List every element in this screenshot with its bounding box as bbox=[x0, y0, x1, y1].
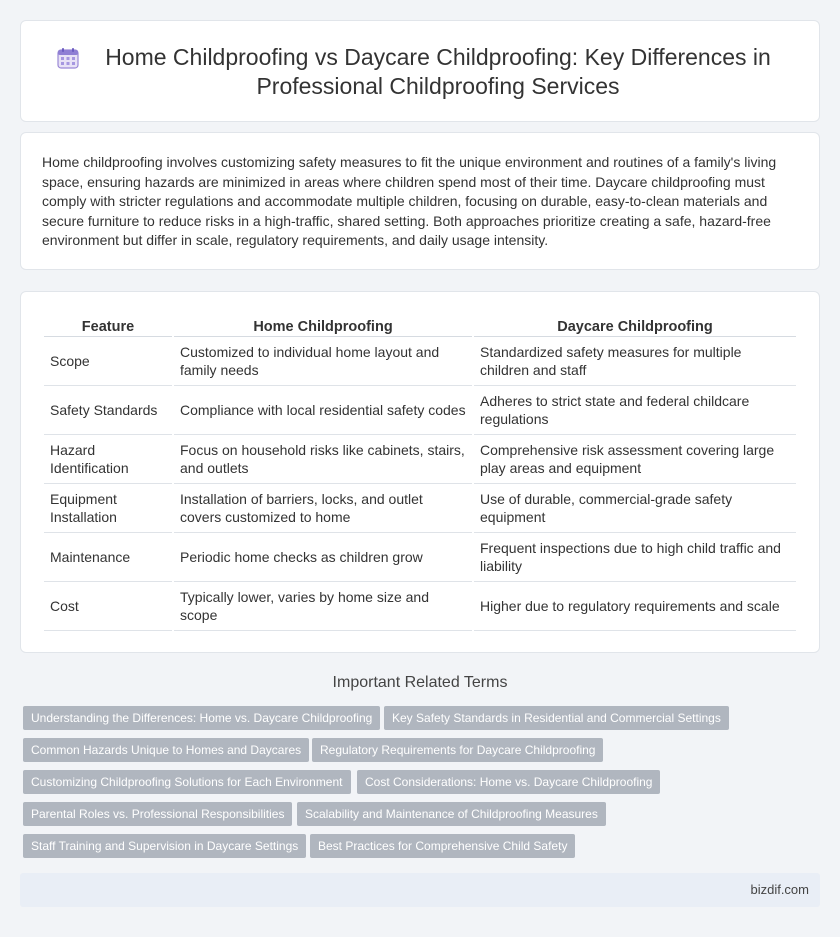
related-term-link[interactable]: Key Safety Standards in Residential and Commercial Settings bbox=[384, 706, 729, 730]
feature-cell: Cost bbox=[44, 582, 172, 631]
related-term-link[interactable]: Customizing Childproofing Solutions for Each Environment bbox=[23, 770, 351, 794]
home-cell: Customized to individual home layout and family needs bbox=[174, 337, 472, 386]
daycare-cell: Use of durable, commercial-grade safety equipment bbox=[474, 484, 796, 533]
column-header-feature: Feature bbox=[44, 315, 172, 337]
related-term-link[interactable]: Cost Considerations: Home vs. Daycare Childproofing bbox=[357, 770, 660, 794]
related-term-link[interactable]: Scalability and Maintenance of Childproofing Measures bbox=[297, 802, 606, 826]
daycare-cell: Adheres to strict state and federal childcare regulations bbox=[474, 386, 796, 435]
related-term-link[interactable]: Parental Roles vs. Professional Responsibilities bbox=[23, 802, 292, 826]
related-term-link[interactable]: Understanding the Differences: Home vs. Daycare Childproofing bbox=[23, 706, 380, 730]
column-header-home: Home Childproofing bbox=[174, 315, 472, 337]
home-cell: Typically lower, varies by home size and scope bbox=[174, 582, 472, 631]
feature-cell: Equipment Installation bbox=[44, 484, 172, 533]
table-row bbox=[44, 533, 796, 582]
daycare-cell: Higher due to regulatory requirements and scale bbox=[474, 582, 796, 631]
feature-cell: Safety Standards bbox=[44, 386, 172, 435]
comparison-table bbox=[42, 315, 798, 631]
related-term-link[interactable]: Common Hazards Unique to Homes and Daycares bbox=[23, 738, 309, 762]
intro-card bbox=[20, 132, 820, 270]
page-title: Home Childproofing vs Daycare Childproofing: Key Differences in Professional Childproofing Services bbox=[105, 44, 771, 99]
home-cell: Focus on household risks like cabinets, stairs, and outlets bbox=[174, 435, 472, 484]
table-row bbox=[44, 582, 796, 631]
feature-cell: Hazard Identification bbox=[44, 435, 172, 484]
related-term-link[interactable]: Best Practices for Comprehensive Child Safety bbox=[310, 834, 575, 858]
footer bbox=[20, 873, 820, 907]
home-cell: Installation of barriers, locks, and outlet covers customized to home bbox=[174, 484, 472, 533]
home-cell: Compliance with local residential safety codes bbox=[174, 386, 472, 435]
feature-cell: Maintenance bbox=[44, 533, 172, 582]
footer-site-name: bizdif.com bbox=[750, 882, 809, 897]
related-terms-heading: Important Related Terms bbox=[332, 674, 508, 691]
daycare-cell: Frequent inspections due to high child traffic and liability bbox=[474, 533, 796, 582]
table-row bbox=[44, 337, 796, 386]
table-row bbox=[44, 484, 796, 533]
table-row bbox=[44, 386, 796, 435]
table-header-row bbox=[44, 315, 796, 337]
feature-cell: Scope bbox=[44, 337, 172, 386]
column-header-daycare: Daycare Childproofing bbox=[474, 315, 796, 337]
home-cell: Periodic home checks as children grow bbox=[174, 533, 472, 582]
daycare-cell: Standardized safety measures for multiple children and staff bbox=[474, 337, 796, 386]
daycare-cell: Comprehensive risk assessment covering large play areas and equipment bbox=[474, 435, 796, 484]
related-term-link[interactable]: Regulatory Requirements for Daycare Childproofing bbox=[312, 738, 603, 762]
comparison-table-card bbox=[20, 291, 820, 653]
related-term-link[interactable]: Staff Training and Supervision in Daycare Settings bbox=[23, 834, 306, 858]
header-card bbox=[20, 20, 820, 122]
intro-paragraph: Home childproofing involves customizing safety measures to fit the unique environment and routines of a family's living space, ensuring hazards are minimized in areas where children spend most of their time. Daycare childproofing must comply with stricter regulations and accommodate multiple children, focusing on durable, easy-to-clean materials and secure furniture to reduce risks in a high-traffic, shared setting. Both approaches prioritize creating a safe, hazard-free environment but differ in scale, regulatory requirements, and daily usage intensity. bbox=[42, 154, 777, 248]
table-row bbox=[44, 435, 796, 484]
